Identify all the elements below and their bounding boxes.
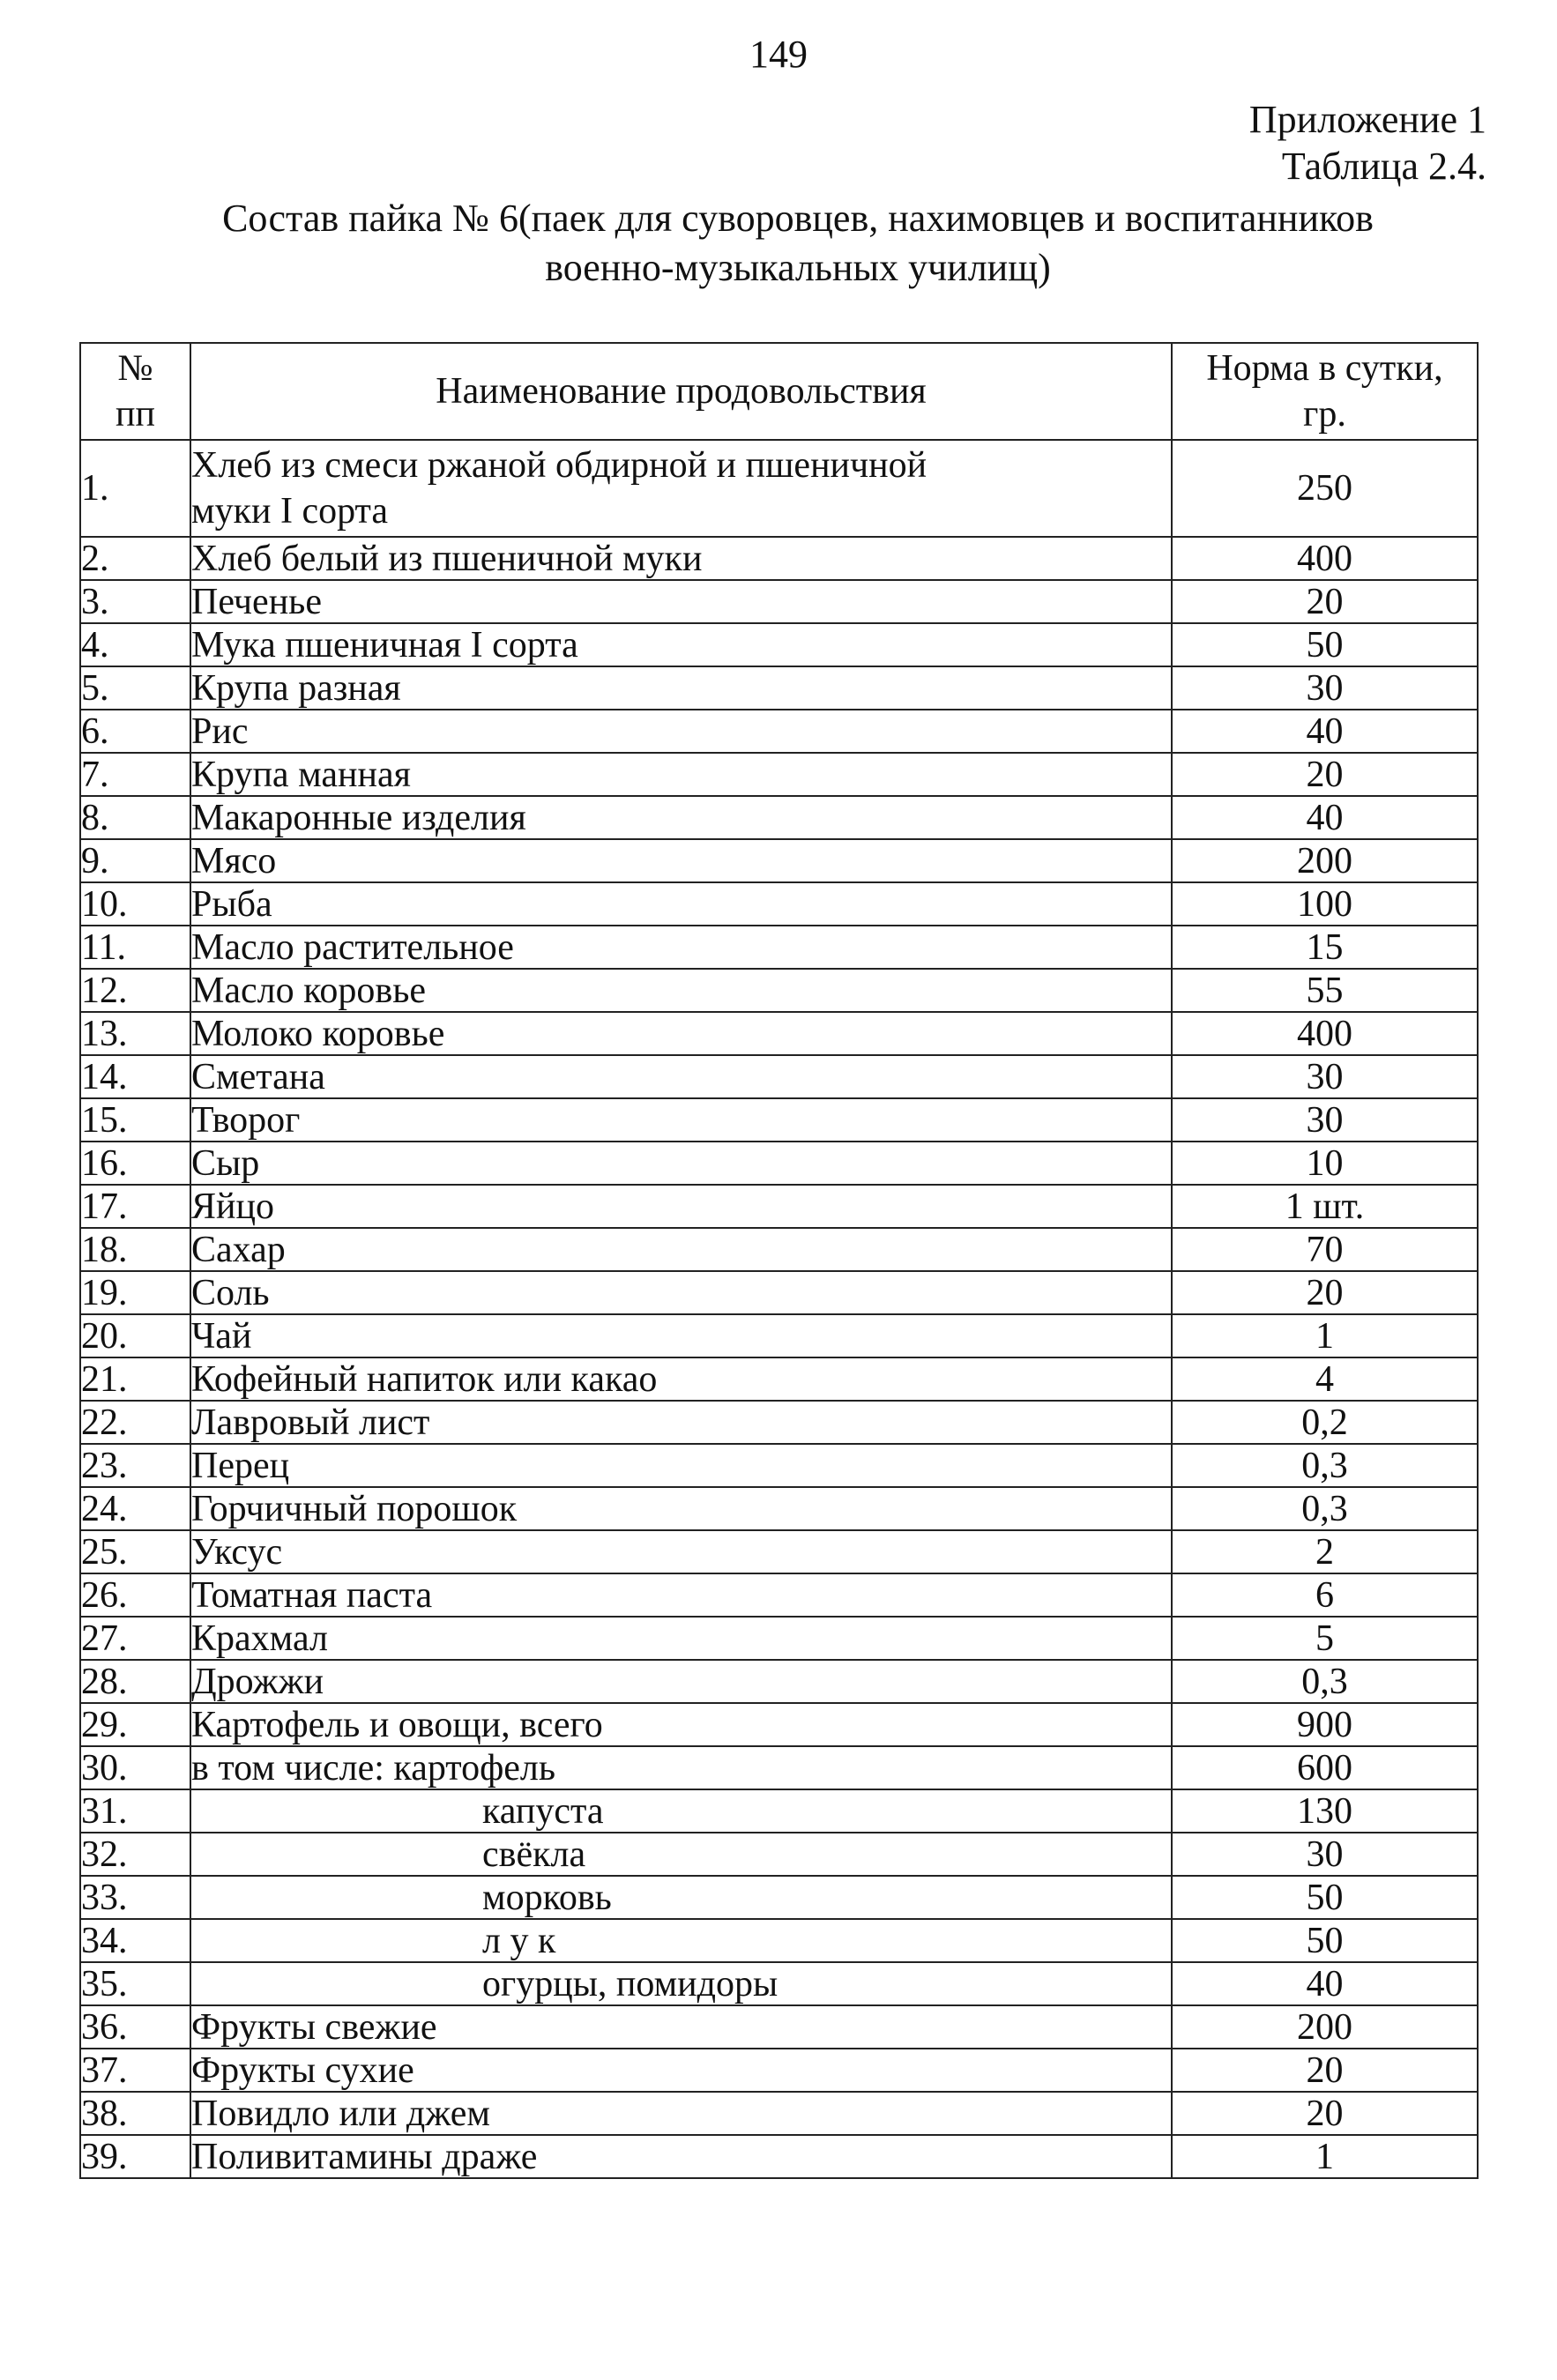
row-number: 26.: [80, 1573, 190, 1617]
food-name: Томатная паста: [190, 1573, 1172, 1617]
daily-norm: 30: [1172, 1055, 1478, 1098]
row-number: 19.: [80, 1271, 190, 1314]
row-number: 11.: [80, 926, 190, 969]
food-name: Фрукты свежие: [190, 2005, 1172, 2049]
table-row: [80, 1746, 1478, 1789]
page-number: 149: [749, 33, 808, 76]
food-name: Горчичный порошок: [190, 1487, 1172, 1530]
header-norm: [1172, 343, 1478, 440]
daily-norm: 200: [1172, 839, 1478, 882]
daily-norm: 2: [1172, 1530, 1478, 1573]
table-row: [80, 1833, 1478, 1876]
row-number: 3.: [80, 580, 190, 623]
row-number: 13.: [80, 1012, 190, 1055]
table-row: [80, 2135, 1478, 2178]
food-name: Рис: [190, 710, 1172, 753]
food-name: Мука пшеничная I сорта: [190, 623, 1172, 666]
daily-norm: 250: [1172, 440, 1478, 537]
food-name: Крупа манная: [190, 753, 1172, 796]
row-number: 25.: [80, 1530, 190, 1573]
table-row: [80, 1185, 1478, 1228]
food-name: Чай: [190, 1314, 1172, 1357]
daily-norm: 0,3: [1172, 1444, 1478, 1487]
food-name: Яйцо: [190, 1185, 1172, 1228]
row-number: 22.: [80, 1401, 190, 1444]
table-header-row: [80, 343, 1478, 440]
row-number: 7.: [80, 753, 190, 796]
food-name: Крупа разная: [190, 666, 1172, 710]
row-number: 17.: [80, 1185, 190, 1228]
daily-norm: 20: [1172, 2049, 1478, 2092]
daily-norm: 5: [1172, 1617, 1478, 1660]
row-number: 29.: [80, 1703, 190, 1746]
row-number: 14.: [80, 1055, 190, 1098]
row-number: 36.: [80, 2005, 190, 2049]
row-number: 2.: [80, 537, 190, 580]
food-name: капуста: [190, 1789, 1172, 1833]
food-name: свёкла: [190, 1833, 1172, 1876]
food-name: Сметана: [190, 1055, 1172, 1098]
daily-norm: 200: [1172, 2005, 1478, 2049]
table-row: [80, 1789, 1478, 1833]
daily-norm: 100: [1172, 882, 1478, 926]
row-number: 18.: [80, 1228, 190, 1271]
row-number: 30.: [80, 1746, 190, 1789]
table-row: [80, 2005, 1478, 2049]
row-number: 9.: [80, 839, 190, 882]
food-name: Мясо: [190, 839, 1172, 882]
table-row: [80, 1962, 1478, 2005]
table-row: [80, 1573, 1478, 1617]
table-row: [80, 1703, 1478, 1746]
daily-norm: 30: [1172, 1833, 1478, 1876]
row-number: 1.: [80, 440, 190, 537]
table-row: [80, 710, 1478, 753]
daily-norm: 4: [1172, 1357, 1478, 1401]
daily-norm: 20: [1172, 1271, 1478, 1314]
header-name: Наименование продовольствия: [190, 343, 1172, 440]
row-number: 39.: [80, 2135, 190, 2178]
food-name: Рыба: [190, 882, 1172, 926]
food-name: Фрукты сухие: [190, 2049, 1172, 2092]
table-row: [80, 2049, 1478, 2092]
food-name: Поливитамины драже: [190, 2135, 1172, 2178]
table-row: [80, 796, 1478, 839]
daily-norm: 20: [1172, 753, 1478, 796]
table-row: [80, 926, 1478, 969]
daily-norm: 600: [1172, 1746, 1478, 1789]
row-number: 35.: [80, 1962, 190, 2005]
food-name: Перец: [190, 1444, 1172, 1487]
row-number: 31.: [80, 1789, 190, 1833]
table-row: [80, 882, 1478, 926]
table-row: [80, 969, 1478, 1012]
table-row: [80, 1530, 1478, 1573]
table-row: [80, 1271, 1478, 1314]
row-number: 38.: [80, 2092, 190, 2135]
table-row: [80, 1401, 1478, 1444]
daily-norm: 900: [1172, 1703, 1478, 1746]
table-row: [80, 2092, 1478, 2135]
header-norm-line-2: гр.: [1303, 394, 1346, 435]
food-name: Крахмал: [190, 1617, 1172, 1660]
row-number: 34.: [80, 1919, 190, 1962]
daily-norm: 1: [1172, 2135, 1478, 2178]
daily-norm: 1 шт.: [1172, 1185, 1478, 1228]
daily-norm: 50: [1172, 1876, 1478, 1919]
table-row: [80, 753, 1478, 796]
daily-norm: 40: [1172, 1962, 1478, 2005]
daily-norm: 0,3: [1172, 1660, 1478, 1703]
header-number-line-2: пп: [115, 394, 155, 435]
row-number: 27.: [80, 1617, 190, 1660]
daily-norm: 30: [1172, 666, 1478, 710]
food-name: Лавровый лист: [190, 1401, 1172, 1444]
ration-table: [79, 342, 1479, 2179]
row-number: 28.: [80, 1660, 190, 1703]
food-name: Картофель и овощи, всего: [190, 1703, 1172, 1746]
table-row: [80, 1876, 1478, 1919]
food-name: [190, 440, 1172, 537]
table-row: [80, 666, 1478, 710]
food-name: в том числе: картофель: [190, 1746, 1172, 1789]
caption-line-1: Состав пайка № 6(паек для суворовцев, нахимовцев и воспитанников: [222, 197, 1374, 240]
daily-norm: 30: [1172, 1098, 1478, 1142]
food-name: огурцы, помидоры: [190, 1962, 1172, 2005]
table-caption: [141, 194, 1455, 293]
daily-norm: 1: [1172, 1314, 1478, 1357]
caption-line-2: военно-музыкальных училищ): [545, 246, 1051, 289]
header-number-line-1: №: [117, 348, 153, 389]
table-row: [80, 1357, 1478, 1401]
table-row: [80, 1314, 1478, 1357]
table-row: [80, 580, 1478, 623]
header-number: [80, 343, 190, 440]
daily-norm: 400: [1172, 1012, 1478, 1055]
row-number: 5.: [80, 666, 190, 710]
row-number: 10.: [80, 882, 190, 926]
table-row: [80, 1228, 1478, 1271]
daily-norm: 0,2: [1172, 1401, 1478, 1444]
food-name: морковь: [190, 1876, 1172, 1919]
row-number: 20.: [80, 1314, 190, 1357]
daily-norm: 0,3: [1172, 1487, 1478, 1530]
daily-norm: 50: [1172, 623, 1478, 666]
table-row: [80, 537, 1478, 580]
food-name: Масло растительное: [190, 926, 1172, 969]
daily-norm: 50: [1172, 1919, 1478, 1962]
daily-norm: 40: [1172, 710, 1478, 753]
table-row: [80, 839, 1478, 882]
row-number: 33.: [80, 1876, 190, 1919]
food-name-line-2: муки I сорта: [191, 491, 389, 532]
table-row: [80, 623, 1478, 666]
table-row: [80, 1055, 1478, 1098]
table-row: [80, 1617, 1478, 1660]
row-number: 4.: [80, 623, 190, 666]
row-number: 32.: [80, 1833, 190, 1876]
row-number: 37.: [80, 2049, 190, 2092]
food-name: Масло коровье: [190, 969, 1172, 1012]
row-number: 16.: [80, 1142, 190, 1185]
daily-norm: 130: [1172, 1789, 1478, 1833]
table-row: [80, 1098, 1478, 1142]
daily-norm: 20: [1172, 2092, 1478, 2135]
daily-norm: 6: [1172, 1573, 1478, 1617]
daily-norm: 40: [1172, 796, 1478, 839]
header-norm-line-1: Норма в сутки,: [1206, 348, 1443, 389]
table-body: [80, 440, 1478, 2178]
food-name: Молоко коровье: [190, 1012, 1172, 1055]
food-name: Творог: [190, 1098, 1172, 1142]
row-number: 23.: [80, 1444, 190, 1487]
food-name: Сыр: [190, 1142, 1172, 1185]
food-name: Дрожжи: [190, 1660, 1172, 1703]
food-name: Печенье: [190, 580, 1172, 623]
table-row: [80, 1012, 1478, 1055]
table-row: [80, 1660, 1478, 1703]
appendix-label: Приложение 1: [1248, 98, 1486, 141]
food-name-line-1: Хлеб из смеси ржаной обдирной и пшеничной: [191, 445, 927, 486]
table-number: Таблица 2.4.: [1281, 145, 1486, 188]
daily-norm: 55: [1172, 969, 1478, 1012]
food-name: Соль: [190, 1271, 1172, 1314]
table-row: [80, 1444, 1478, 1487]
food-name: Макаронные изделия: [190, 796, 1172, 839]
food-name: Сахар: [190, 1228, 1172, 1271]
table-row: [80, 1142, 1478, 1185]
row-number: 8.: [80, 796, 190, 839]
table-row: [80, 1487, 1478, 1530]
food-name: Уксус: [190, 1530, 1172, 1573]
daily-norm: 15: [1172, 926, 1478, 969]
row-number: 15.: [80, 1098, 190, 1142]
table-row: [80, 440, 1478, 537]
table-row: [80, 1919, 1478, 1962]
daily-norm: 10: [1172, 1142, 1478, 1185]
row-number: 24.: [80, 1487, 190, 1530]
row-number: 6.: [80, 710, 190, 753]
food-name: Хлеб белый из пшеничной муки: [190, 537, 1172, 580]
daily-norm: 20: [1172, 580, 1478, 623]
daily-norm: 70: [1172, 1228, 1478, 1271]
row-number: 21.: [80, 1357, 190, 1401]
food-name: Повидло или джем: [190, 2092, 1172, 2135]
food-name: Кофейный напиток или какао: [190, 1357, 1172, 1401]
daily-norm: 400: [1172, 537, 1478, 580]
food-name: л у к: [190, 1919, 1172, 1962]
row-number: 12.: [80, 969, 190, 1012]
